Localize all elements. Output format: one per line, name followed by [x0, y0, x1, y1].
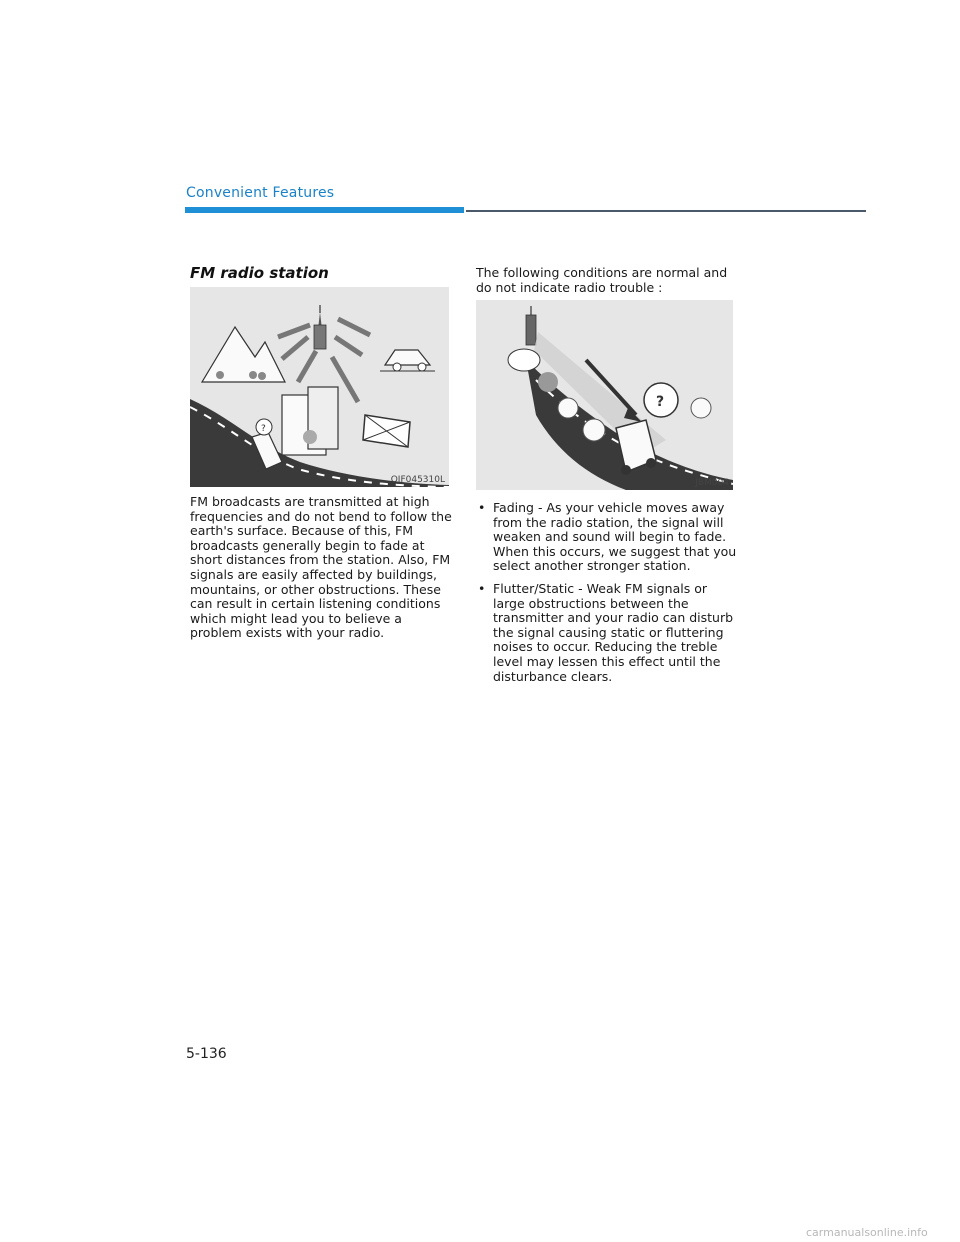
watermark: carmanualsonline.info	[806, 1226, 928, 1239]
fm-station-figure	[190, 287, 449, 487]
list-item: • Flutter/Static - Weak FM signals or large obstructions between the transmitter and your radio can disturb the signal causing static or fluttering noises to occur. Reducing the treble level may lessen this effect until the disturbance clears.	[476, 582, 738, 684]
figure-code: OJF045310L	[390, 475, 445, 485]
conditions-intro: The following conditions are normal and do not indicate radio trouble :	[476, 265, 728, 295]
section-title: FM radio station	[190, 264, 329, 282]
fm-station-illustration	[190, 287, 449, 487]
svg-text:?: ?	[261, 424, 266, 434]
page-number: 5-136	[186, 1046, 227, 1062]
header-rule	[466, 210, 866, 212]
header-section-title: Convenient Features	[186, 185, 335, 201]
figure-code: JBM004	[695, 478, 729, 488]
list-item: • Fading - As your vehicle moves away from the radio station, the signal will weaken and sound will begin to fade. When this occurs, we suggest that you select another stronger station.	[476, 501, 738, 574]
conditions-list	[476, 501, 738, 692]
fading-figure	[476, 300, 733, 490]
header-rule-accent	[185, 207, 464, 213]
fading-illustration	[476, 300, 733, 490]
svg-text:?: ?	[656, 394, 665, 410]
fm-description: FM broadcasts are transmitted at high frequencies and do not bend to follow the earth's surface. Because of this, FM broadcasts generally begin to fade at short distances from the station. Also, FM signals are easily affected by buildings, mountains, or other obstructions. These can result in certain listening conditions which might lead you to believe a problem exists with your radio.	[190, 494, 452, 641]
